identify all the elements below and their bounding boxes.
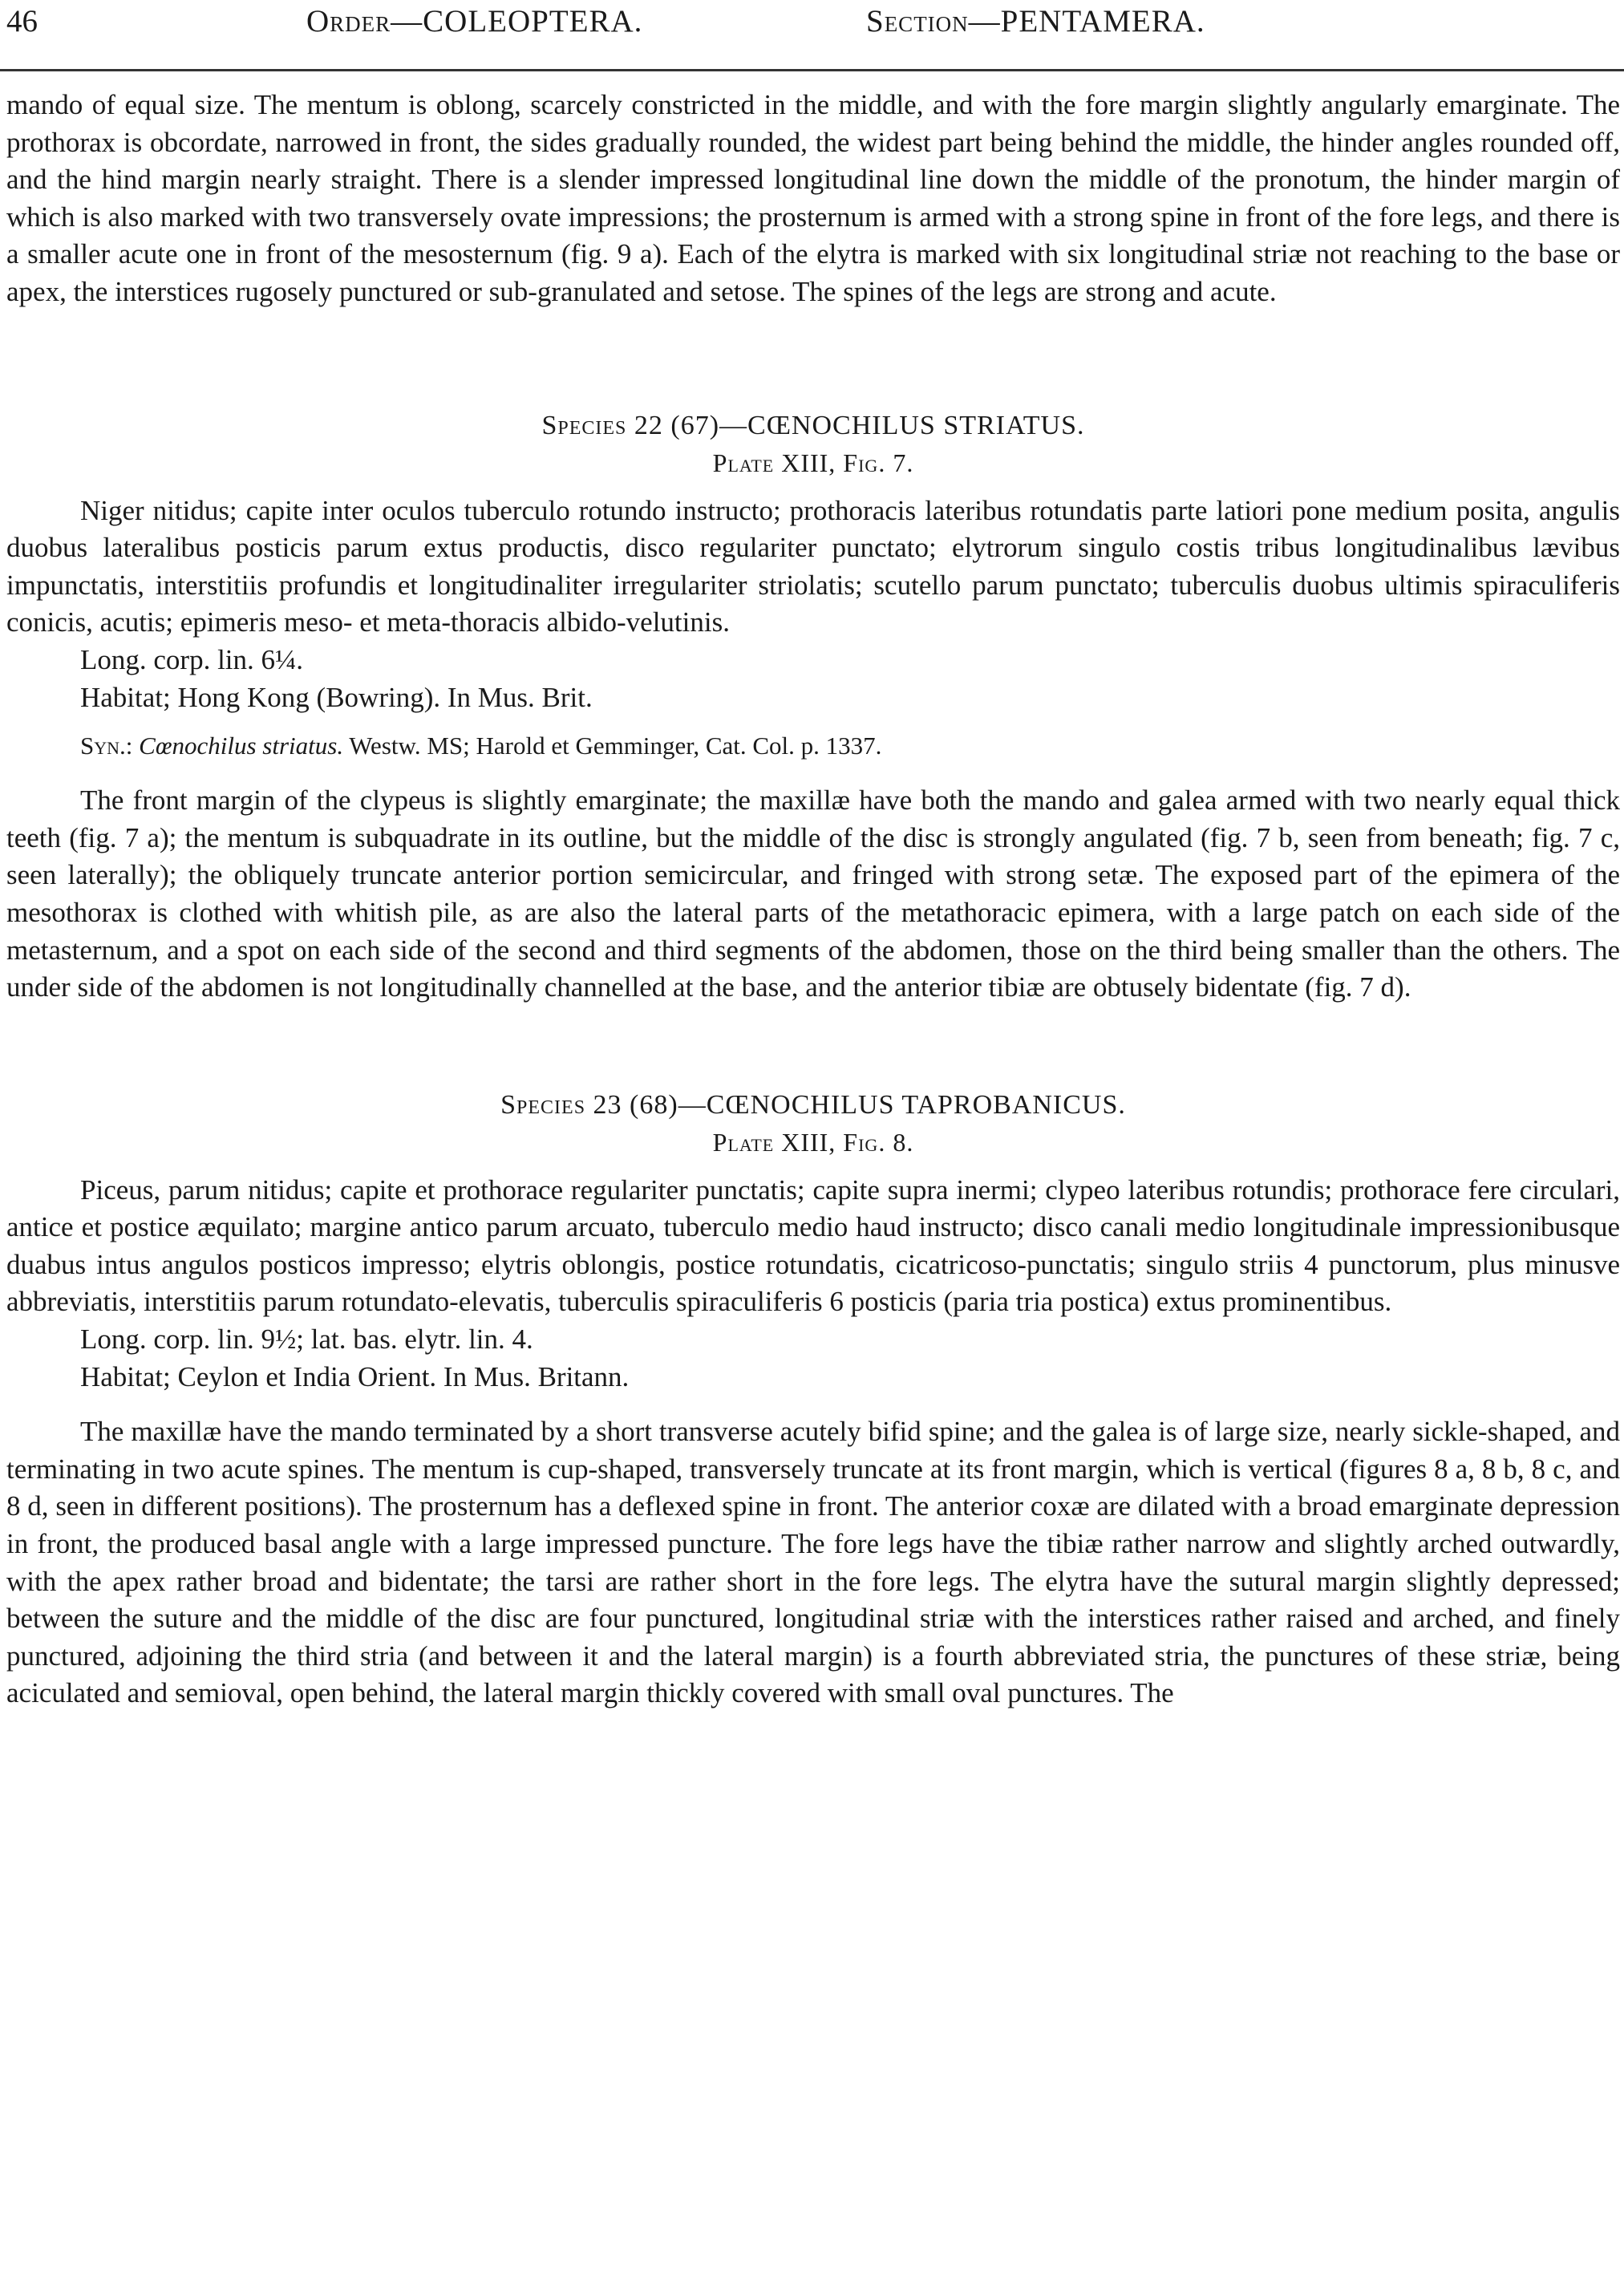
header-rule — [0, 69, 1624, 71]
order-heading: Order—COLEOPTERA. — [306, 4, 643, 39]
page-body — [6, 87, 1620, 1712]
syn-label: Syn.: — [80, 732, 133, 760]
species-23-habitat: Habitat; Ceylon et India Orient. In Mus. Britann. — [80, 1360, 630, 1392]
species-22-description: The front margin of the clypeus is slightly emarginate; the maxillæ have both the mando and galea armed with two nearly equal thick teeth (fig. 7 a); the mentum is subquadrate in its outline, but the middle of the disc is strongly angulated (fig. 7 b, seen from beneath; fig. 7 c, seen laterally); the obliquely truncate anterior portion semicircular, and fringed with strong setæ. The exposed part of the epimera of the mesothorax is clothed with whitish pile, as are also the lateral parts of the metathoracic epimera, with a large patch on each side of the metasternum, and a spot on each side of the second and third segments of the abdomen, those on the third being smaller than the others. The under side of the abdomen is not longitudinally channelled at the base, and the anterior tibiæ are obtusely bidentate (fig. 7 d). — [6, 784, 1620, 1003]
species-23-plate: Plate XIII, Fig. 8. — [712, 1127, 914, 1157]
species-22-section — [6, 407, 1620, 1007]
intro-paragraph: mando of equal size. The mentum is oblong, scarcely constricted in the middle, and with the fore margin slightly angularly emarginate. The prothorax is obcordate, narrowed in front, the sides gradually rounded, the widest part being behind the middle, the hinder angles rounded off, and the hind margin nearly straight. There is a slender impressed longitudinal line down the middle of the pronotum, the hinder margin of which is also marked with two transversely ovate impressions; the prosternum is armed with a strong spine in front of the fore legs, and there is a smaller acute one in front of the mesosternum (fig. 9 a). Each of the elytra is marked with six longitudinal striæ not reaching to the base or apex, the interstices rugosely punctured or sub-granulated and setose. The spines of the legs are strong and acute. — [6, 89, 1620, 307]
running-header — [0, 0, 1624, 72]
syn-rest: Westw. MS; Harold et Gemminger, Cat. Col. p. 1337. — [349, 732, 882, 760]
species-23-description: The maxillæ have the mando terminated by a short transverse acutely bifid spine; and the galea is of large size, nearly sickle-shaped, and terminating in two acute spines. The mentum is cup-shaped, transversely truncate at its front margin, which is vertical (figures 8 a, 8 b, 8 c, and 8 d, seen in different positions). The prosternum has a deflexed spine in front. The anterior coxæ are dilated with a broad emarginate depression in front, the produced basal angle with a large impressed puncture. The fore legs have the tibiæ rather narrow and slightly arched outwardly, with the apex rather broad and bidentate; the tarsi are rather short in the fore legs. The elytra have the sutural margin slightly depressed; between the suture and the middle of the disc are four punctured, longitudinal striæ with the interstices rather raised and arched, and finely punctured, adjoining the third stria (and between it and the lateral margin) is a fourth abbreviated stria, the punctures of these striæ, being aciculated and semioval, open behind, the lateral margin thickly covered with small oval punctures. The — [6, 1416, 1620, 1709]
species-22-length: Long. corp. lin. 6¼. — [80, 643, 304, 675]
page-number: 46 — [6, 4, 38, 39]
species-22-plate: Plate XIII, Fig. 7. — [712, 448, 914, 477]
section-heading: Section—PENTAMERA. — [866, 4, 1205, 39]
species-23-heading: Species 23 (68)—CŒNOCHILUS TAPROBANICUS. — [500, 1089, 1126, 1120]
species-23-section — [6, 1087, 1620, 1712]
species-23-latin-diagnosis: Piceus, parum nitidus; capite et prothorace regulariter punctatis; capite supra inermi; clypeo lateribus rotundis; prothorace fere circulari, antice et postice æquilato; margine antico parum arcuato, tuberculo medio haud instructo; disco canali medio longitudinale impressionibusque duabus intus angulos posticos impresso; elytris oblongis, postice rotundatis, cicatricoso-punctatis; singulo striis 4 punctorum, plus minusve abbreviatis, interstitiis parum rotundato-elevatis, tuberculis spiraculiferis 6 posticis (paria tria postica) extus prominentibus. — [6, 1173, 1620, 1318]
species-23-length: Long. corp. lin. 9½; lat. bas. elytr. lin. 4. — [80, 1323, 533, 1356]
syn-name: Cœnochilus striatus. — [139, 732, 344, 760]
species-22-heading: Species 22 (67)—CŒNOCHILUS STRIATUS. — [541, 410, 1085, 440]
species-22-synonymy — [6, 728, 1620, 764]
species-22-latin-diagnosis: Niger nitidus; capite inter oculos tuberculo rotundo instructo; prothoracis lateribus rotundatis parte latiori pone medium posita, angulis duobus lateralibus posticis parum extus productis, disco regulariter punctato; elytrorum singulo costis tribus longitudinalibus lævibus impunctatis, interstitiis profundis et longitudinaliter irregulariter striolatis; scutello parum punctato; tuberculis duobus ultimis spiraculiferis conicis, acutis; epimeris meso- et meta-thoracis albido-velutinis. — [6, 494, 1620, 638]
species-22-habitat: Habitat; Hong Kong (Bowring). In Mus. Brit. — [80, 681, 593, 713]
